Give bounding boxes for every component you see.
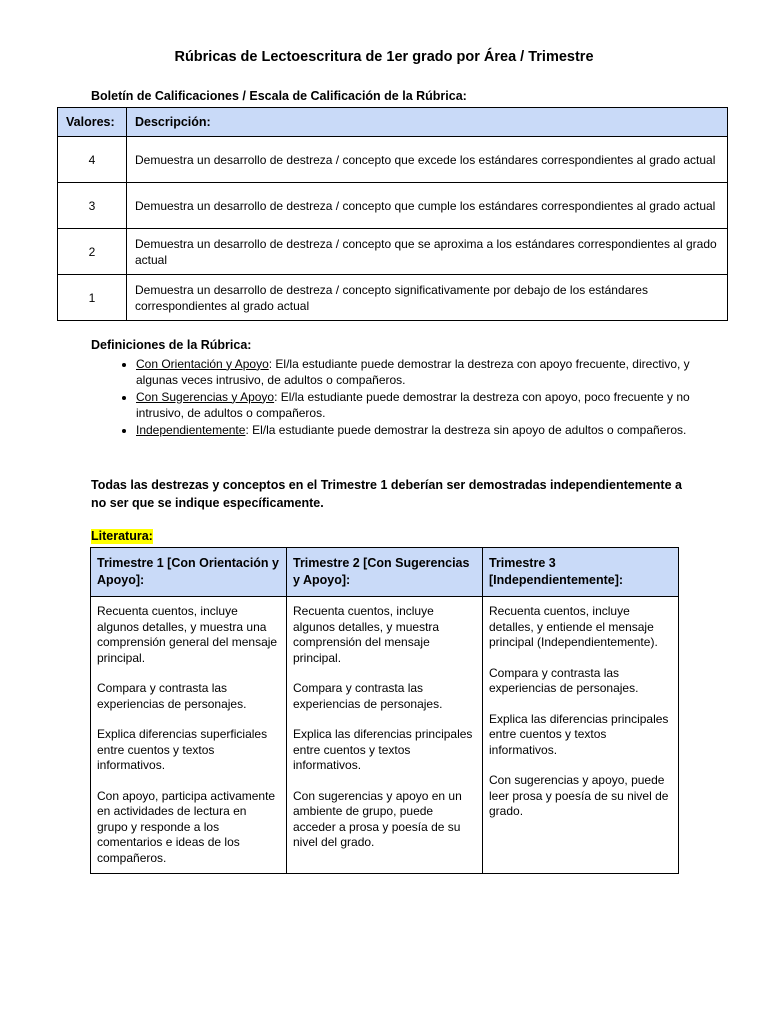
skill-item: Compara y contrasta las experiencias de personajes. [489,665,639,695]
skill-item: Explica las diferencias principales entre cuentos y textos informativos. [293,727,473,772]
skill-item: Con apoyo, participa activamente en actividades de lectura en grupo y responde a los comentarios e ideas de los compañeros. [97,788,276,865]
scale-value: 1 [58,275,127,321]
table-row [58,275,728,321]
trimester-3-header: Trimestre 3 [Independientemente]: [483,548,679,597]
table-row [58,137,728,183]
trimester-2-cell [287,597,483,874]
scale-description: Demuestra un desarrollo de destreza / concepto que se aproxima a los estándares correspondientes al grado actual [127,229,728,275]
scale-description: Demuestra un desarrollo de destreza / concepto que cumple los estándares correspondientes al grado actual [127,183,728,229]
skill-item: Recuenta cuentos, incluye detalles, y entiende el mensaje principal (Independientemente). [489,604,658,649]
scale-description: Demuestra un desarrollo de destreza / concepto significativamente por debajo de los estándares correspondientes al grado actual [127,275,728,321]
values-header: Valores: [58,108,127,137]
table-row [58,183,728,229]
document-title: Rúbricas de Lectoescritura de 1er grado por Área / Trimestre [174,49,594,65]
literature-table [90,547,679,874]
grading-scale-table [57,107,728,321]
skill-item: Recuenta cuentos, incluye algunos detalles, y muestra una comprensión general del mensaje principal. [97,604,278,665]
list-item [136,389,691,422]
definition-term: Independientemente [136,422,246,437]
definition-text: : El/la estudiante puede demostrar la destreza con apoyo frecuente, directivo, y algunas veces intrusivo, de adultos o compañeros. [136,356,690,387]
trimester-1-header: Trimestre 1 [Con Orientación y Apoyo]: [91,548,287,597]
literature-heading: Literatura: [91,529,153,543]
scale-heading: Boletín de Calificaciones / Escala de Calificación de la Rúbrica: [91,89,467,103]
scale-description: Demuestra un desarrollo de destreza / concepto que excede los estándares correspondientes al grado actual [127,137,728,183]
skill-item: Explica las diferencias principales entre cuentos y textos informativos. [489,711,669,757]
definitions-list [91,356,691,439]
definition-term: Con Sugerencias y Apoyo [136,389,275,404]
definition-term: Con Orientación y Apoyo [136,356,269,371]
skill-item: Compara y contrasta las experiencias de personajes. [97,681,247,711]
scale-value: 3 [58,183,127,229]
table-header-row [91,548,679,597]
skill-item: Con sugerencias y apoyo en un ambiente de grupo, puede acceder a prosa y poesía de su nivel del grado. [293,788,462,849]
description-header: Descripción: [127,108,728,137]
list-item [136,422,691,439]
rubric-definitions [91,337,691,438]
definition-text: : El/la estudiante puede demostrar la destreza sin apoyo de adultos o compañeros. [245,422,687,437]
definitions-heading: Definiciones de la Rúbrica: [91,338,252,352]
skill-item: Recuenta cuentos, incluye algunos detalles, y muestra comprensión del mensaje principal. [293,604,440,665]
table-header-row [58,108,728,137]
table-row [58,229,728,275]
trimester-1-cell [91,597,287,874]
trimester-3-cell [483,597,679,874]
scale-value: 2 [58,229,127,275]
scale-value: 4 [58,137,127,183]
definition-text: : El/la estudiante puede demostrar la destreza con apoyo, poco frecuente y no intrusivo, de adultos o compañeros. [136,389,690,420]
skill-item: Compara y contrasta las experiencias de personajes. [293,681,443,711]
list-item [136,356,691,389]
skill-item: Explica diferencias superficiales entre cuentos y textos informativos. [97,727,268,772]
trimester-note: Todas las destrezas y conceptos en el Trimestre 1 deberían ser demostradas independientemente a no ser que se indique específicamente. [91,478,682,510]
table-row [91,597,679,874]
trimester-2-header: Trimestre 2 [Con Sugerencias y Apoyo]: [287,548,483,597]
skill-item: Con sugerencias y apoyo, puede leer prosa y poesía de su nivel de grado. [489,773,669,818]
